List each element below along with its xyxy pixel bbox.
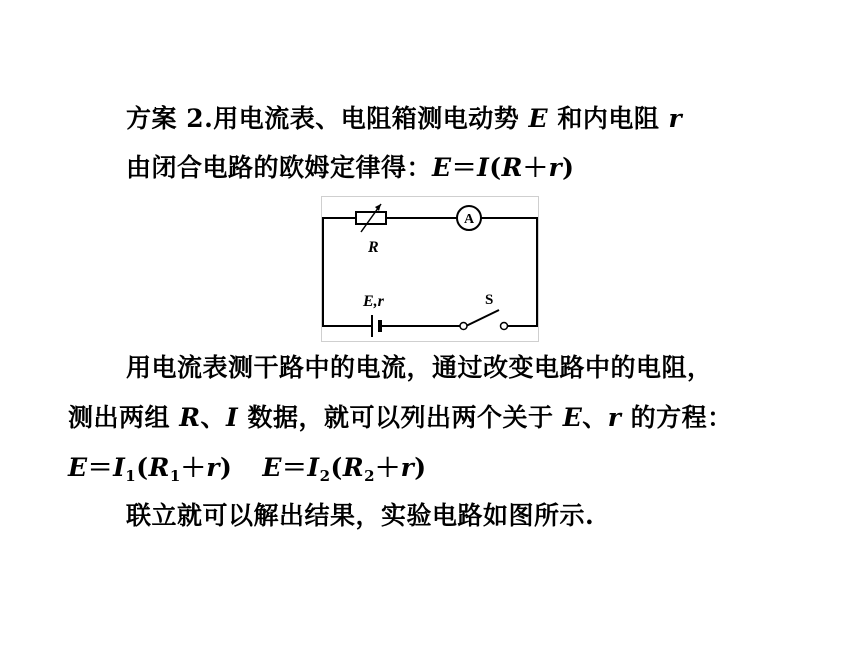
paragraph-line-1 <box>126 352 713 384</box>
e1-plus: ＋ <box>180 453 207 482</box>
eq-E: E <box>432 153 452 182</box>
ohm-law-line <box>126 152 574 184</box>
e2-open: ( <box>330 453 343 482</box>
e2-R-sub: 2 <box>364 467 376 485</box>
heading-and-text: 和内电阻 <box>557 104 660 133</box>
eq-open-paren: ( <box>489 153 502 182</box>
scheme-heading <box>126 103 682 135</box>
e1-I: I <box>113 453 126 482</box>
para2-R: R <box>179 403 201 432</box>
heading-r-symbol: r <box>668 104 683 133</box>
switch-label: S <box>485 292 494 308</box>
equations-line <box>68 452 427 484</box>
ammeter-label: A <box>463 212 475 227</box>
para2-text-a: 测出两组 <box>68 403 171 432</box>
para2-r: r <box>607 403 622 432</box>
circuit-wires <box>323 218 537 326</box>
para2-sep2: 、 <box>582 403 608 432</box>
e1-E: E <box>68 453 88 482</box>
e1-open: ( <box>136 453 149 482</box>
e2-r: r <box>400 453 415 482</box>
e2-I-sub: 2 <box>319 467 331 485</box>
switch-contact-left <box>460 323 467 330</box>
circuit-diagram <box>321 196 539 342</box>
e2-close: ) <box>414 453 427 482</box>
equation-2 <box>262 453 427 485</box>
e1-I-sub: 1 <box>125 467 137 485</box>
e2-E: E <box>262 453 282 482</box>
conclusion-text: 联立就可以解出结果，实验电路如图所示. <box>126 501 595 530</box>
eq-r: r <box>548 153 563 182</box>
eq-equals: ＝ <box>451 153 478 182</box>
para2-I: I <box>226 403 239 432</box>
e2-eq: ＝ <box>281 453 308 482</box>
e1-R-sub: 1 <box>169 467 181 485</box>
battery-label-r: ,r <box>373 293 384 310</box>
paragraph-line-2 <box>68 402 733 434</box>
heading-text: 方案 2.用电流表、电阻箱测电动势 <box>126 104 520 133</box>
e1-R: R <box>148 453 170 482</box>
battery-label-e: E <box>363 293 374 310</box>
e2-R: R <box>342 453 365 482</box>
e1-r: r <box>206 453 220 482</box>
battery-label <box>362 293 385 310</box>
paragraph-text-1: 用电流表测干路中的电流，通过改变电路中的电阻， <box>126 353 713 382</box>
heading-emf-symbol: E <box>528 104 549 133</box>
e2-I: I <box>307 453 320 482</box>
e1-eq: ＝ <box>87 453 114 482</box>
para2-text-b: 数据，就可以列出两个关于 <box>247 403 554 432</box>
eq-R: R <box>501 153 523 182</box>
eq-I: I <box>477 153 490 182</box>
eq-close-paren: ) <box>562 153 575 182</box>
e2-plus: ＋ <box>375 453 401 482</box>
eq-plus: ＋ <box>522 153 549 182</box>
para2-E: E <box>562 403 583 432</box>
e1-close: ) <box>219 453 233 482</box>
para2-sep: 、 <box>200 403 227 432</box>
switch-contact-right <box>501 323 508 330</box>
conclusion-line <box>126 500 594 532</box>
equation-1 <box>68 453 233 485</box>
intro-text: 由闭合电路的欧姆定律得： <box>126 153 433 182</box>
resistor-label: R <box>368 239 379 256</box>
para2-text-c: 的方程： <box>630 403 733 432</box>
